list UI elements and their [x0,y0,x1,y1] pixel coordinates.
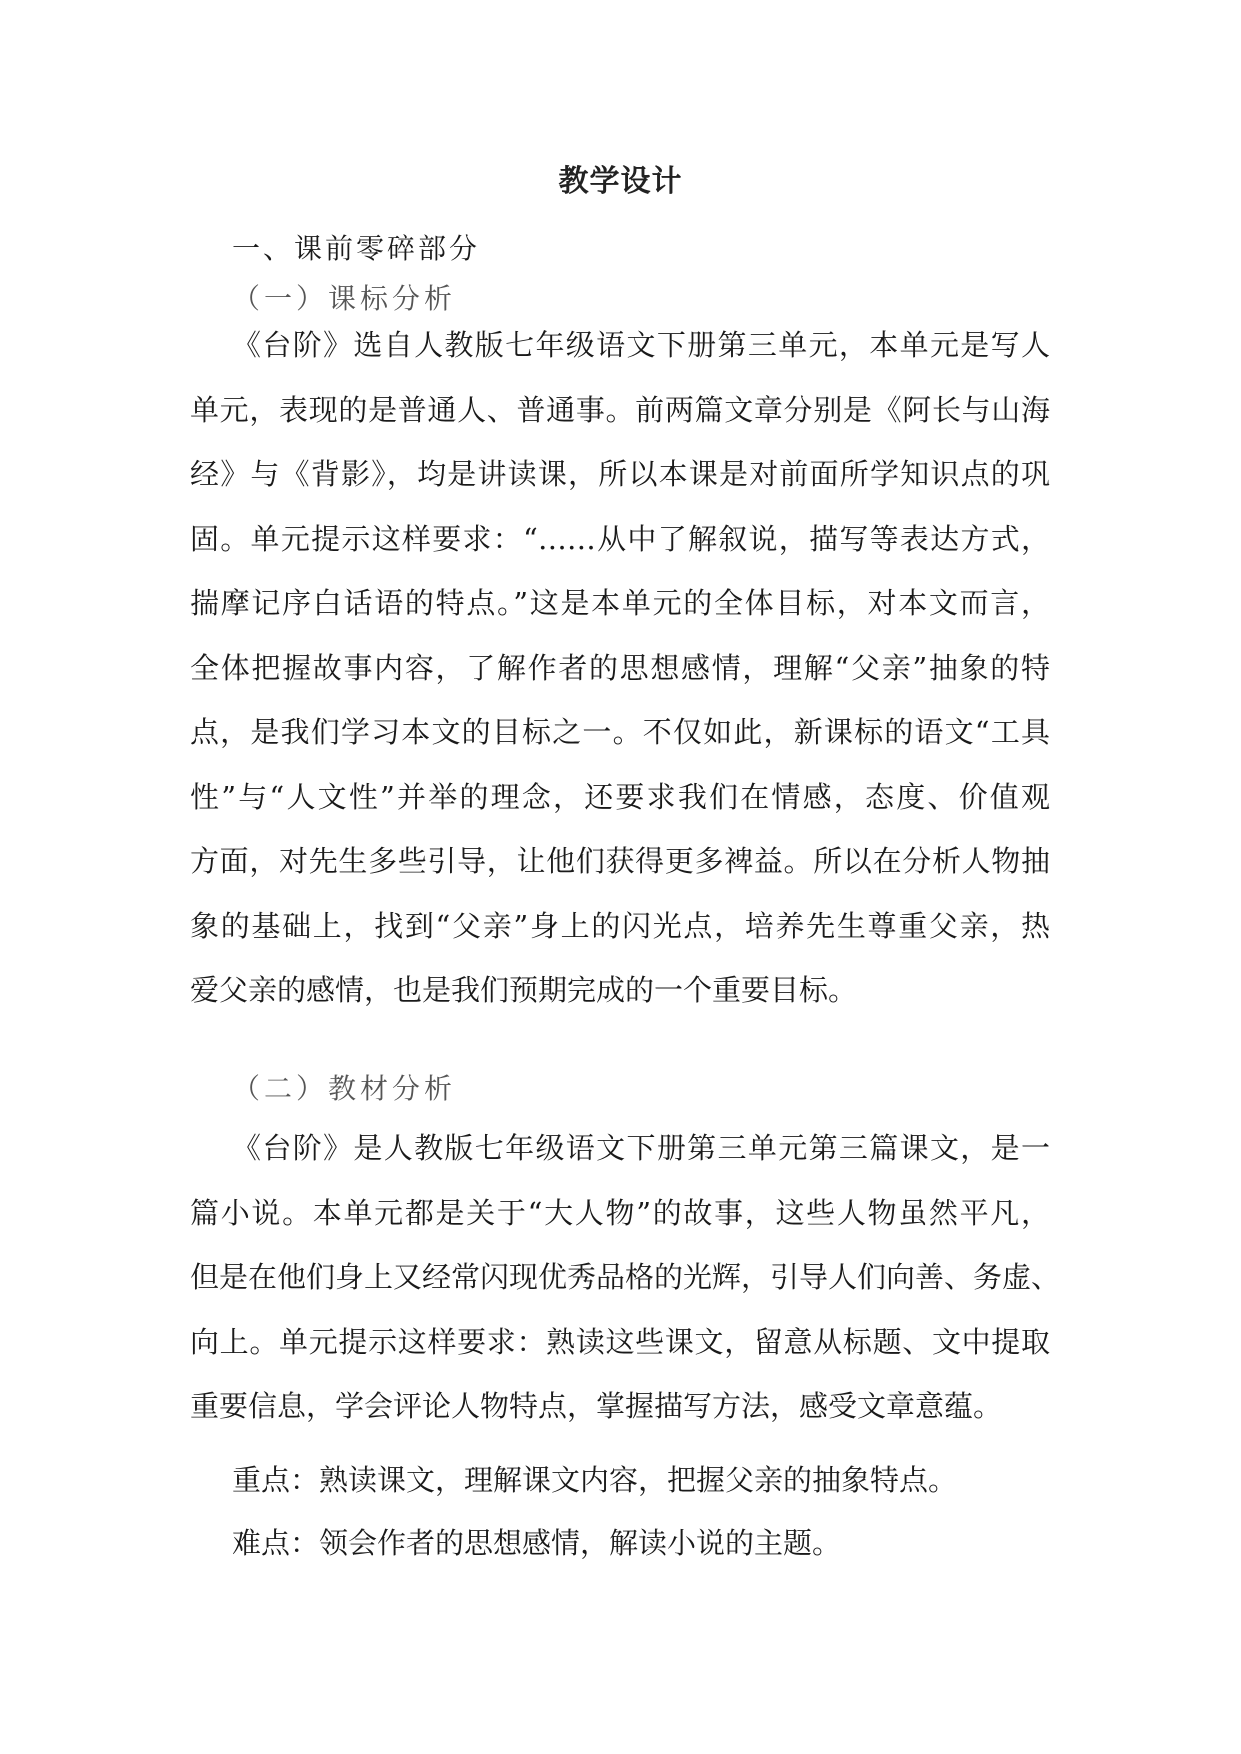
difficult-point: 难点：领会作者的思想感情，解读小说的主题。 [232,1526,842,1560]
document-title: 教学设计 [558,164,683,199]
paragraph-line: 象的基础上，找到“父亲”身上的闪光点，培养先生尊重父亲，热 [190,908,1050,943]
paragraph-line: 点，是我们学习本文的目标之一。不仅如此，新课标的语文“工具 [190,715,1050,749]
paragraph-line: 固。单元提示这样要求：“……从中了解叙说，描写等表达方式， [190,521,1050,556]
paragraph-line: 重要信息，学会评论人物特点，掌握描写方法，感受文章意蕴。 [190,1389,1003,1423]
subsection-heading-curriculum-analysis: （一）课标分析 [232,282,457,315]
paragraph-line: 方面，对先生多些引导，让他们获得更多裨益。所以在分析人物抽 [190,844,1050,878]
paragraph-curriculum-analysis [190,313,1050,1023]
paragraph-line: 篇小说。本单元都是关于“大人物”的故事，这些人物虽然平凡， [190,1195,1050,1230]
paragraph-textbook-analysis [190,1116,1061,1439]
paragraph-line: 揣摩记序白话语的特点。”这是本单元的全体目标，对本文而言， [190,586,1050,620]
section-heading-pre-class: 一、课前零碎部分 [232,232,481,265]
paragraph-line: 向上。单元提示这样要求：熟读这些课文，留意从标题、文中提取 [190,1324,1050,1359]
subsection-heading-textbook-analysis: （二）教材分析 [232,1072,457,1105]
paragraph-line: 性”与“人文性”并举的理念，还要求我们在情感，态度、价值观 [190,779,1050,814]
paragraph-line: 单元，表现的是普通人、普通事。前两篇文章分别是《阿长与山海 [190,392,1050,427]
key-point: 重点：熟读课文，理解课文内容，把握父亲的抽象特点。 [232,1463,958,1497]
paragraph-line: 爱父亲的感情，也是我们预期完成的一个重要目标。 [190,973,858,1007]
paragraph-line: 经》与《背影》，均是讲读课，所以本课是对前面所学知识点的巩 [190,457,1050,491]
paragraph-line: 《台阶》是人教版七年级语文下册第三单元第三篇课文，是一 [232,1131,1050,1165]
paragraph-line: 全体把握故事内容，了解作者的思想感情，理解“父亲”抽象的特 [190,650,1050,685]
paragraph-line: 《台阶》选自人教版七年级语文下册第三单元，本单元是写人 [232,328,1050,362]
paragraph-line: 但是在他们身上又经常闪现优秀品格的光辉，引导人们向善、务虚、 [190,1260,1061,1294]
